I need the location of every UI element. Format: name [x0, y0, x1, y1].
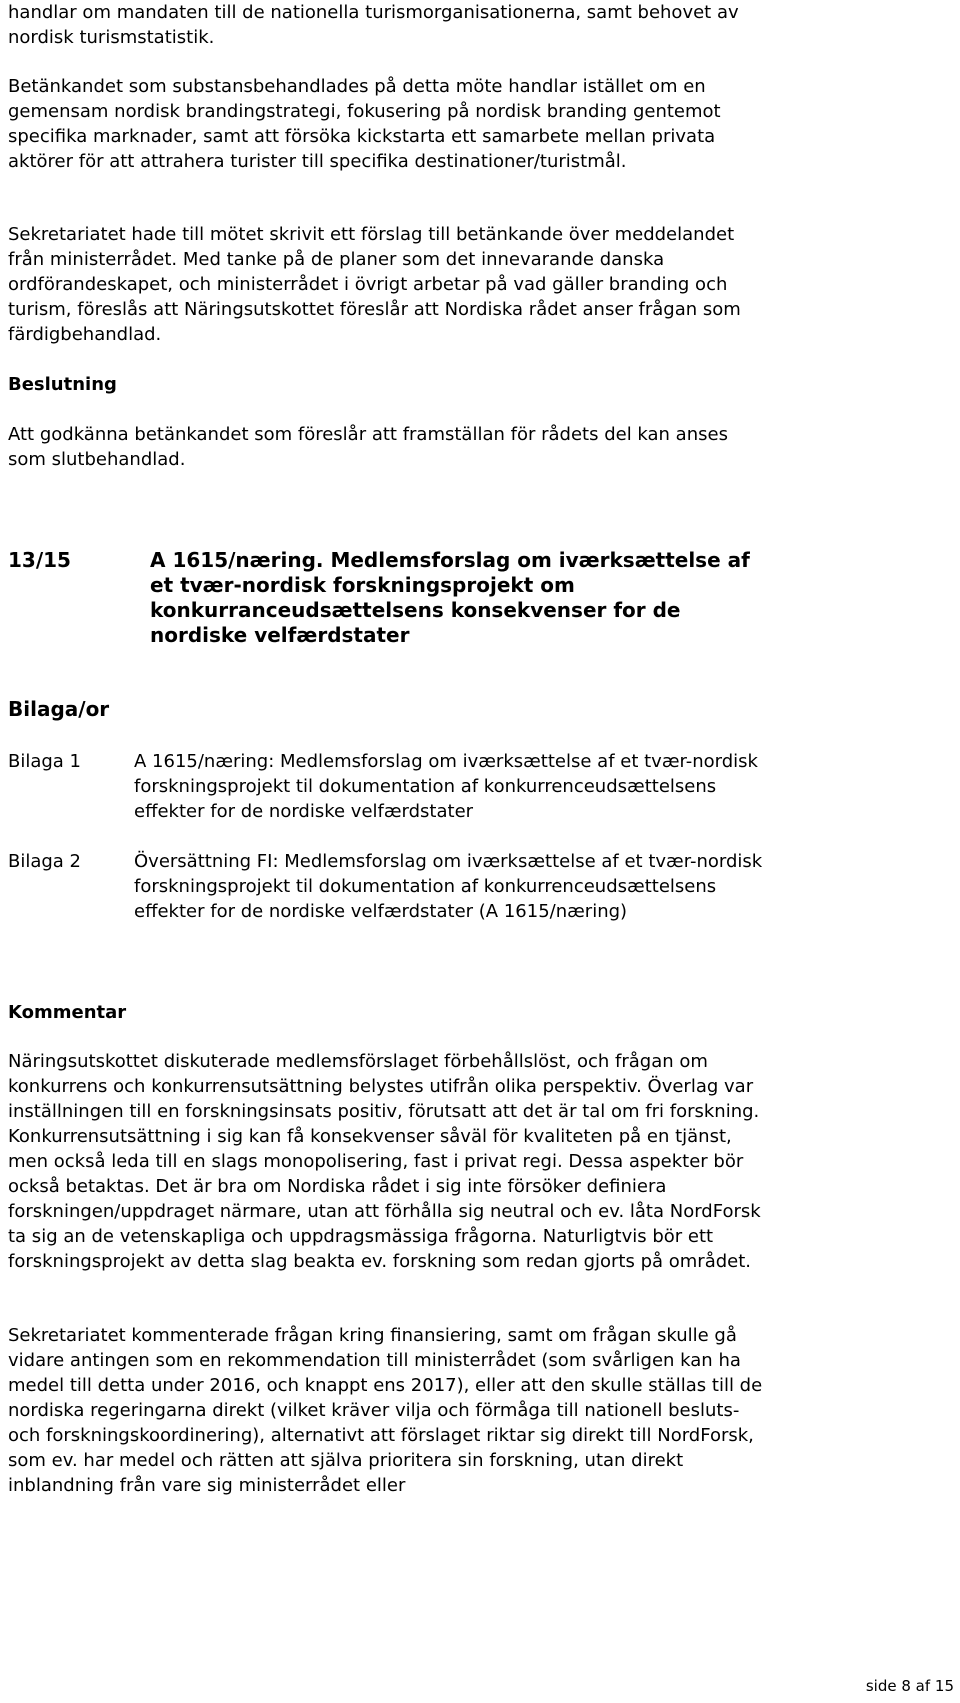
attachment-label-2: Bilaga 2	[8, 851, 82, 872]
heading-beslutning: Beslutning	[8, 374, 117, 395]
paragraph-kommentar-2: Sekretariatet kommenterade frågan kring finansiering, samt om frågan skulle gå vidare antingen som en rekommendation till ministerrådet (som svårligen kan ha medel till detta under 2016, och knappt ens 2017), eller att den skulle ställas till de nordiska regeringarna direkt (vilket kräver vilja och förmåga till nationell besluts- och forskningskoordinering), alternativt att förslaget riktar sig direkt till NordForsk, som ev. har medel och rätten att själva prioritera sin forskning, utan direkt inblandning från vare sig ministerrådet eller	[8, 1325, 763, 1496]
attachment-label-1: Bilaga 1	[8, 751, 82, 772]
page-number: side 8 af 15	[865, 1677, 954, 1695]
paragraph-beslutning: Att godkänna betänkandet som föreslår att framställan för rådets del kan anses som slutbehandlad.	[8, 424, 728, 470]
agenda-item-title: A 1615/næring. Medlemsforslag om iværksættelse af et tvær-nordisk forskningsprojekt om konkurranceudsættelsens konsekvenser for de nordiske velfærdstater	[150, 548, 750, 647]
agenda-item-heading	[0, 548, 960, 678]
agenda-item-number: 13/15	[8, 548, 71, 572]
attachment-text-1: A 1615/næring: Medlemsforslag om iværksættelse af et tvær-nordisk forskningsprojekt til dokumentation af konkurrenceudsættelsens effekter for de nordiske velfærdstater	[134, 751, 758, 822]
paragraph-betankandet: Betänkandet som substansbehandlades på detta möte handlar istället om en gemensam nordisk brandingstrategi, fokusering på nordisk branding gentemot specifika marknader, samt att försöka kickstarta ett samarbete mellan privata aktörer för att attrahera turister till specifika destinationer/turistmål.	[8, 76, 721, 172]
heading-kommentar: Kommentar	[8, 1002, 127, 1023]
paragraph-intro: handlar om mandaten till de nationella turismorganisationerna, samt behovet av nordisk turismstatistik.	[8, 2, 739, 48]
attachment-list	[0, 749, 960, 949]
paragraph-sekretariatet: Sekretariatet hade till mötet skrivit ett förslag till betänkande över meddelandet från ministerrådet. Med tanke på de planer som det innevarande danska ordförandeskapet, och ministerrådet i övrigt arbetar på vad gäller branding och turism, föreslås att Näringsutskottet föreslår att Nordiska rådet anser frågan som färdigbehandlad.	[8, 224, 741, 345]
attachment-text-2: Översättning FI: Medlemsforslag om iværksættelse af et tvær-nordisk forskningsprojekt til dokumentation af konkurrenceudsættelsens effekter for de nordiske velfærdstater (A 1615/næring)	[134, 851, 763, 922]
paragraph-kommentar-1: Näringsutskottet diskuterade medlemsförslaget förbehållslöst, och frågan om konkurrens och konkurrensutsättning belystes utifrån olika perspektiv. Överlag var inställningen till en forskningsinsats positiv, förutsatt att det är tal om fri forskning. Konkurrensutsättning i sig kan få konsekvenser såväl för kvaliteten på en tjänst, men också leda till en slags monopolisering, fast i privat regi. Dessa aspekter bör också betaktas. Det är bra om Nordiska rådet i sig inte försöker definiera forskningen/uppdraget närmare, utan att förhålla sig neutral och ev. låta NordForsk ta sig an de vetenskapliga och uppdragsmässiga frågorna. Naturligtvis bör ett forskningsprojekt av detta slag beakta ev. forskning som redan gjorts på området.	[8, 1051, 761, 1272]
heading-bilaga: Bilaga/or	[8, 697, 110, 721]
